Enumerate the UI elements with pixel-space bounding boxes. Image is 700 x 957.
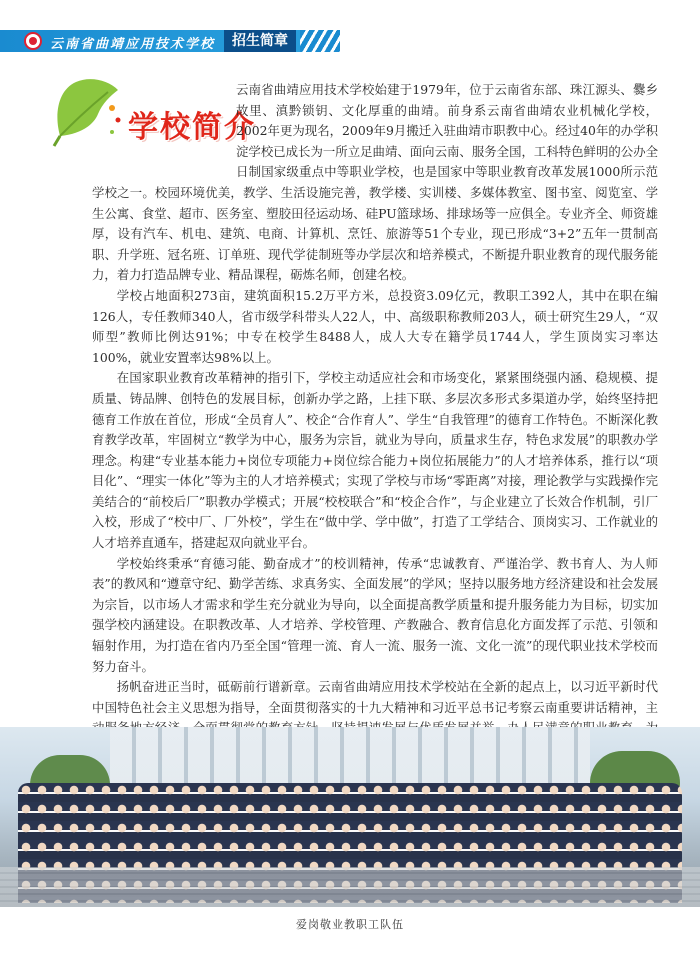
school-emblem-icon bbox=[24, 32, 42, 50]
paragraph bbox=[92, 80, 658, 286]
staff-group-photo bbox=[0, 727, 700, 907]
paragraph-text: 云南省曲靖应用技术学校始建于1979年，位于云南省东部、珠江源头、爨乡故里、滇黔锁钥、文化厚重的曲靖。前身系云南省曲靖农业机械化学校，2002年更为现名，2009年9月搬迁入驻曲靖市职教中心。经过40年的办学积淀学校已成长为一所立足曲靖、面向云南、服务全国，工科特色鲜明的公办全日制国家级重点中等职业学校，也是国家中等职业教育改革发展1000所示范学校之一。校园环境优美，教学、生活设施完善，教学楼、实训楼、多媒体教室、图书室、阅览室、学生公寓、食堂、超市、医务室、塑胶田径运动场、硅PU篮球场、排球场等一应俱全。专业齐全、师资雄厚，设有汽车、机电、建筑、电商、计算机、烹饪、旅游等51个专业，现已形成“3+2”五年一贯制高职、升学班、冠名班、订单班、现代学徒制班等办学层次和培养模式，不断提升职业教育的现代服务能力，着力打造品牌专业、精品课程，砺炼名师，创建名校。 bbox=[92, 82, 658, 283]
paragraph: 扬帆奋进正当时，砥砺前行谱新章。云南省曲靖应用技术学校站在全新的起点上，以习近平新时代中国特色社会主义思想为指导，全面贯彻落实的十九大精神和习近平总书记考察云南重要讲话精神，主 bbox=[92, 679, 658, 715]
intro-text bbox=[92, 80, 658, 760]
paragraph: 学校始终秉承“育德习能、勤奋成才”的校训精神，传承“忠诚教育、严谨治学、教书育人、为人师表”的教风和“遵章守纪、勤学苦练、求真务实、全面发展”的学风；坚持以服务地方经济建设和社会发展为宗旨，以市场人才需求和学生充分就业为导向，以全面提高教学质量和提升服务能力为目标，切实加强学校内涵建设。在职教改革、人才培养、学校管理、产教融合、教育信息化方面发挥了示范、引领和辐射作用，为打造在省内乃至全国“管理一流、育人一流、服务一流、文化一流”的现代职业技术学校而努力奋斗。 bbox=[92, 555, 658, 674]
paragraph: 学校占地面积273亩，建筑面积15.2万平方米，总投资3.09亿元，教职工392人，其中在职在编126人，专任教师340人，省市级学科带头人22人，中、高级职称教师203人，硕士研究生29人，“双师型”教师比例达91%；中专在校学生8488人，成人大专在籍学员1744人，学生顶岗实习率达100%，就业安置率达98%以上。 bbox=[92, 287, 658, 365]
brochure-tag: 招生简章 bbox=[224, 30, 296, 52]
photo-caption: 爱岗敬业教职工队伍 bbox=[296, 918, 404, 931]
paragraph: 在国家职业教育改革精神的指引下，学校主动适应社会和市场变化，紧紧围绕强内涵、稳规模、提质量、铸品牌、创特色的发展目标，创新办学之路，上挂下联、多层次多形式多渠道办学，始终坚持把德育工作放在首位，形成“全员育人”、校企“合作育人”、学生“自我管理”的德育工作特色。不断深化教育教学改革，牢固树立“教学为中心，服务为宗旨，就业为导向，质量求生存，特色求发展”的职教办学理念。构建“专业基本能力+岗位专项能力+岗位综合能力+岗位拓展能力”的人才培养体系，推行以“项目化”、“理实一体化”等为主的人才培养模式；实现了学校与市场“零距离”对接，理论教学与实践操作完美结合的“前校后厂”职教办学模式；开展“校校联合”和“校企合作”，与企业建立了长效合作机制，引厂入校，形成了“校中厂、厂外校”，学生在“做中学、学中做”，打造了工学结合、顶岗实习、工作就业的人才培养直通车，搭建起双向就业平台。 bbox=[92, 370, 658, 551]
school-name: 云南省曲靖应用技术学校 bbox=[50, 37, 216, 52]
section-title: 学校简介 bbox=[128, 110, 256, 145]
front-steps bbox=[0, 867, 700, 907]
page-header bbox=[0, 0, 700, 62]
header-stripes bbox=[300, 30, 340, 52]
